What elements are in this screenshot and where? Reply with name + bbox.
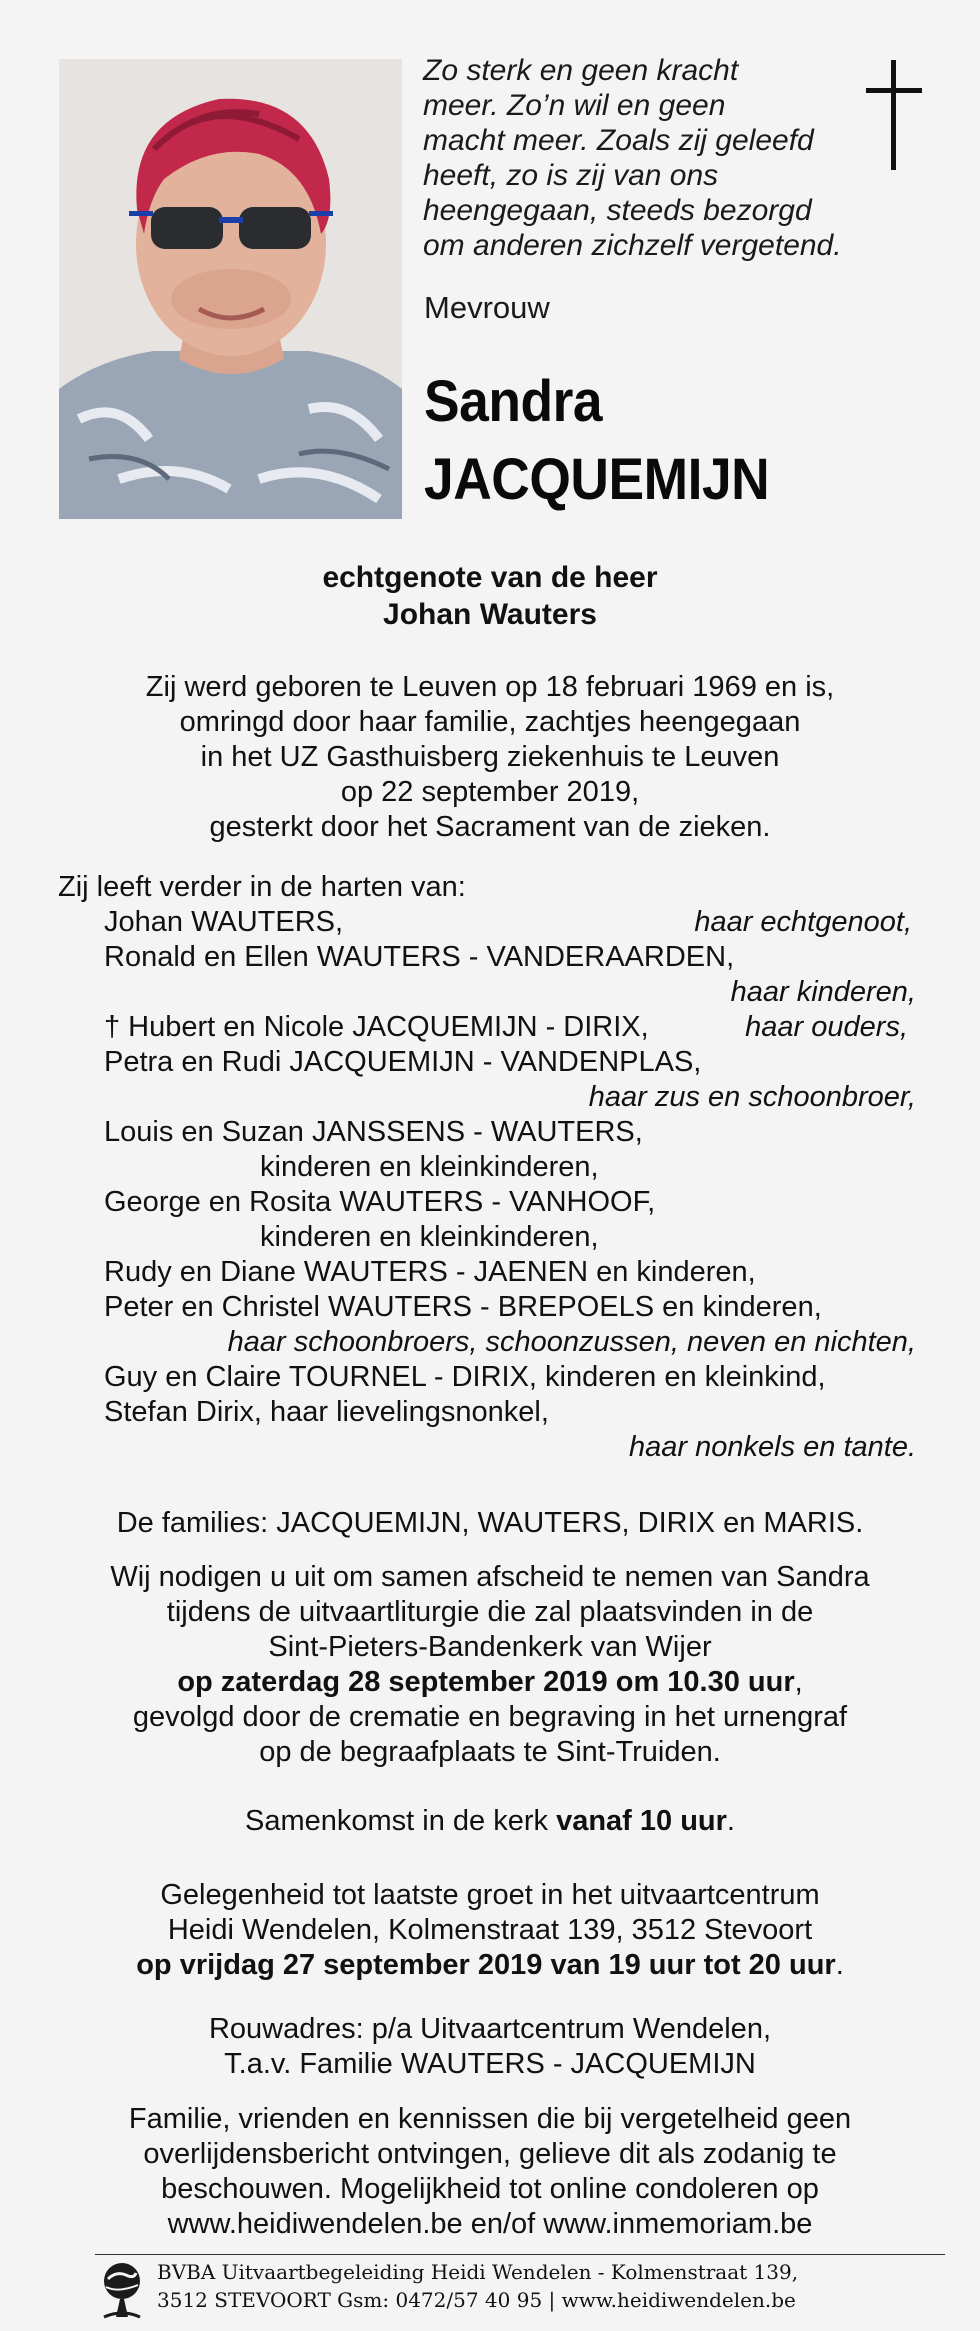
text-line: Familie, vrienden en kennissen die bij vergetelheid geen (128, 2103, 852, 2135)
text-line: op 22 september 2019, (340, 776, 640, 808)
survivor-note: kinderen en kleinkinderen, (260, 1151, 599, 1183)
poem-line: macht meer. Zoals zij geleefd (423, 124, 814, 157)
cross-icon (866, 60, 922, 170)
last-name: JACQUEMIJN (424, 447, 770, 512)
honorific: Mevrouw (424, 290, 550, 325)
greeting-date: op vrijdag 27 september 2019 van 19 uur tot 20 uur (136, 1949, 836, 1981)
funeral-date: op zaterdag 28 september 2019 om 10.30 uur (177, 1666, 795, 1698)
footer-line-2: 3512 STEVOORT Gsm: 0472/57 40 95 | www.heidiwendelen.be (157, 2288, 796, 2312)
text-line: gevolgd door de crematie en begraving in het urnengraf (132, 1701, 848, 1733)
poem-line: om anderen zichzelf vergetend. (423, 229, 842, 262)
birth-death-paragraph (40, 670, 940, 845)
condolence-notice (40, 2102, 940, 2242)
survivor-role: haar kinderen, (730, 976, 916, 1008)
poem (423, 53, 893, 263)
globe-logo-icon (98, 2259, 146, 2321)
survivor-name: George en Rosita WAUTERS - VANHOOF, (104, 1186, 656, 1218)
footer-divider (95, 2254, 945, 2255)
first-name: Sandra (424, 369, 603, 434)
text-line: Sint-Pieters-Bandenkerk van Wijer (268, 1631, 712, 1663)
last-greeting (40, 1878, 940, 1983)
gathering-time: vanaf 10 uur (556, 1805, 727, 1837)
survivors-intro: Zij leeft verder in de harten van: (58, 871, 466, 903)
text-line: op de begraafplaats te Sint-Truiden. (259, 1736, 721, 1768)
survivor-name: Rudy en Diane WAUTERS - JAENEN en kinderen, (104, 1256, 756, 1288)
funeral-invitation (40, 1560, 940, 1770)
footer-text (157, 2258, 798, 2314)
survivor-role: haar ouders, (745, 1011, 908, 1043)
text-line: Heidi Wendelen, Kolmenstraat 139, 3512 Stevoort (167, 1914, 813, 1946)
text-line: gesterkt door het Sacrament van de zieken. (209, 811, 771, 843)
text-line: overlijdensbericht ontvingen, gelieve dit als zodanig te (143, 2138, 837, 2170)
survivor-role: haar nonkels en tante. (629, 1431, 916, 1463)
spouse-name: Johan Wauters (383, 598, 597, 631)
text-line: T.a.v. Familie WAUTERS - JACQUEMIJN (224, 2048, 756, 2080)
survivor-name: Peter en Christel WAUTERS - BREPOELS en kinderen, (104, 1291, 822, 1323)
survivor-role: haar zus en schoonbroer, (588, 1081, 916, 1113)
survivor-role: haar schoonbroers, schoonzussen, neven en nichten, (227, 1326, 916, 1358)
gathering-line: Samenkomst in de kerk vanaf 10 uur. (245, 1805, 735, 1837)
poem-line: meer. Zo’n wil en geen (423, 89, 726, 122)
funeral-date-line: op zaterdag 28 september 2019 om 10.30 uur, (177, 1666, 803, 1698)
survivor-name: Louis en Suzan JANSSENS - WAUTERS, (104, 1116, 643, 1148)
survivor-name: Ronald en Ellen WAUTERS - VANDERAARDEN, (104, 941, 735, 973)
families-line: De families: JACQUEMIJN, WAUTERS, DIRIX en MARIS. (116, 1507, 864, 1539)
survivor-note: kinderen en kleinkinderen, (260, 1221, 599, 1253)
survivor-name: Johan WAUTERS, (104, 906, 344, 938)
spouse-block (40, 559, 940, 633)
greeting-date-line: op vrijdag 27 september 2019 van 19 uur tot 20 uur. (136, 1949, 844, 1981)
survivor-name: Guy en Claire TOURNEL - DIRIX, kinderen en kleinkind, (104, 1361, 826, 1393)
poem-line: heengegaan, steeds bezorgd (423, 194, 812, 227)
portrait-photo (59, 59, 402, 519)
text-line: in het UZ Gasthuisberg ziekenhuis te Leuven (200, 741, 780, 773)
poem-line: heeft, zo is zij van ons (423, 159, 719, 192)
text-line: Gelegenheid tot laatste groet in het uitvaartcentrum (160, 1879, 820, 1911)
text-line: Zij werd geboren te Leuven op 18 februari 1969 en is, (145, 671, 835, 703)
mourning-address (40, 2012, 940, 2082)
text-line: beschouwen. Mogelijkheid tot online condoleren op (161, 2173, 819, 2205)
survivor-name: † Hubert en Nicole JACQUEMIJN - DIRIX, (104, 1011, 649, 1043)
poem-line: Zo sterk en geen kracht (423, 54, 739, 87)
text-line: omringd door haar familie, zachtjes heengegaan (179, 706, 801, 738)
footer-line-1: BVBA Uitvaartbegeleiding Heidi Wendelen - Kolmenstraat 139, (157, 2260, 799, 2284)
survivor-name: Stefan Dirix, haar lievelingsnonkel, (104, 1396, 549, 1428)
text-line: tijdens de uitvaartliturgie die zal plaatsvinden in de (166, 1596, 814, 1628)
survivor-role: haar echtgenoot, (694, 906, 912, 938)
text-line: Rouwadres: p/a Uitvaartcentrum Wendelen, (208, 2013, 772, 2045)
spouse-line-1: echtgenote van de heer (322, 561, 658, 594)
text-line: Wij nodigen u uit om samen afscheid te nemen van Sandra (110, 1561, 870, 1593)
survivor-name: Petra en Rudi JACQUEMIJN - VANDENPLAS, (104, 1046, 702, 1078)
text-line: www.heidiwendelen.be en/of www.inmemoriam.be (167, 2208, 813, 2240)
